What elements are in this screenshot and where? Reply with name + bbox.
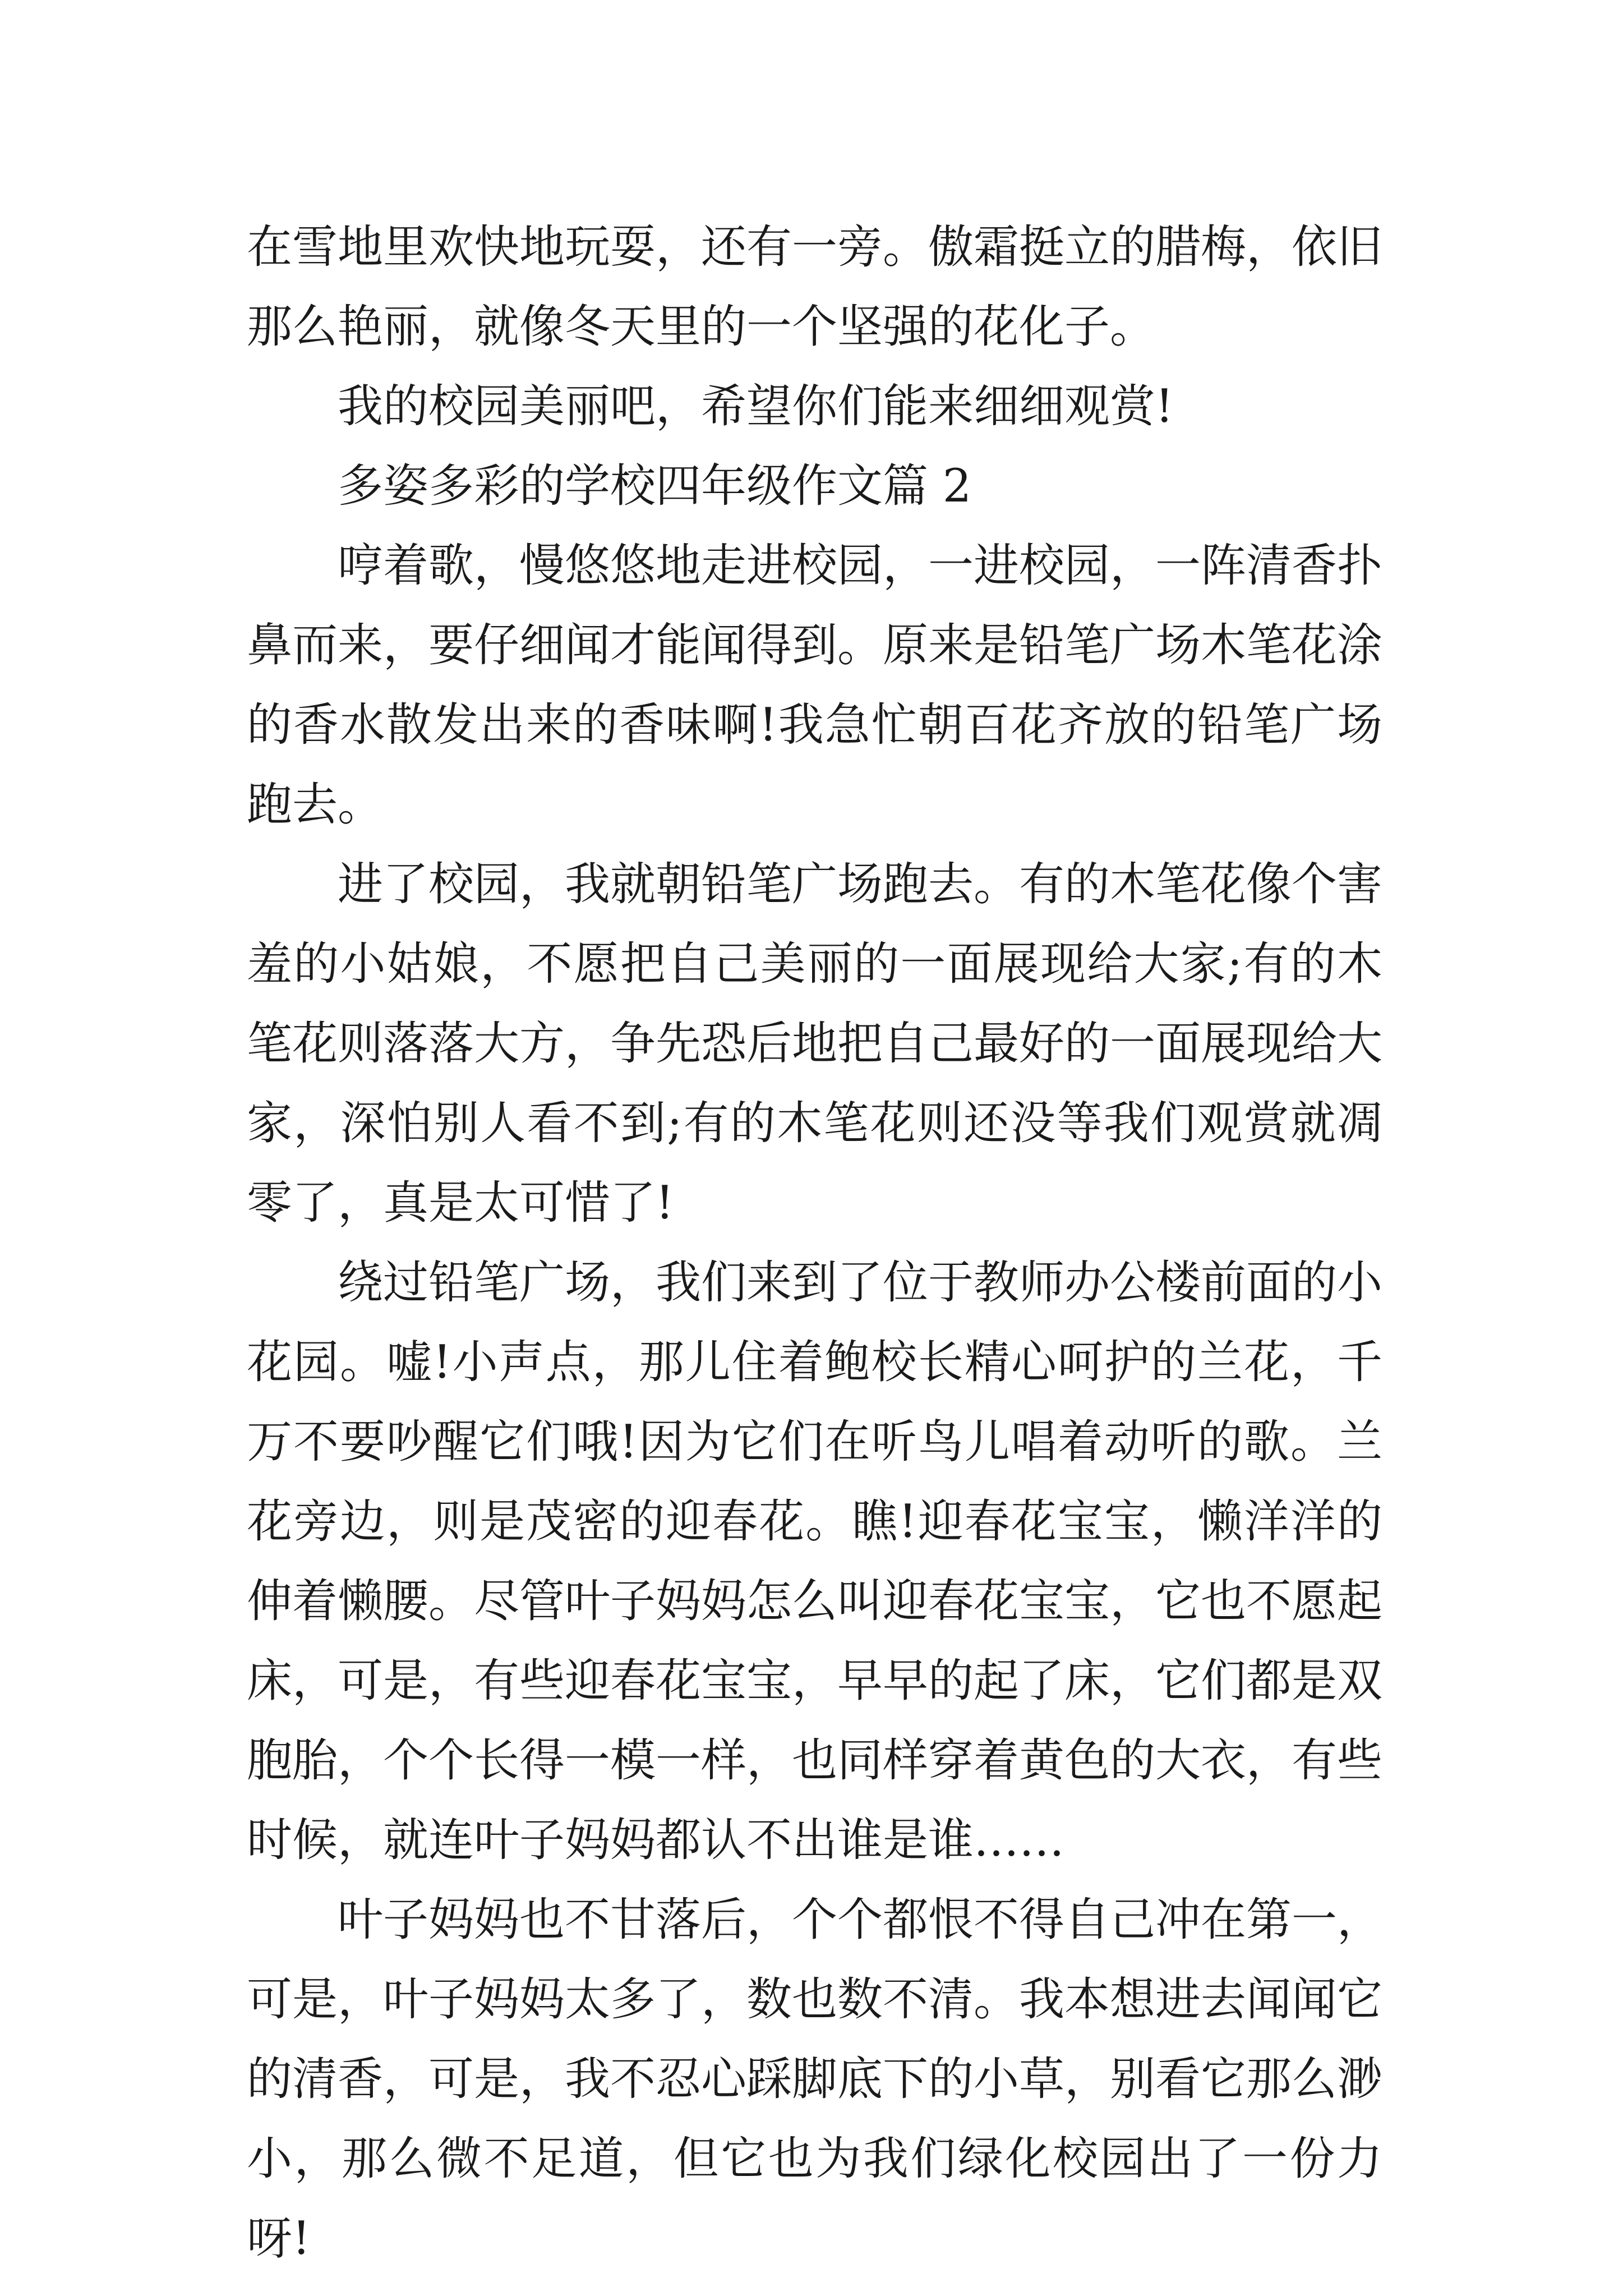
section-heading: 多姿多彩的学校四年级作文篇 2: [338, 460, 972, 513]
paragraph-3: 哼着歌，慢悠悠地走进校园，一进校园，一阵清香扑鼻而来，要仔细闻才能闻得到。原来是铅笔广场木笔花涂的香水散发出来的香味啊!我急忙朝百花齐放的铅笔广场跑去。: [247, 540, 1383, 831]
paragraph-5: 绕过铅笔广场，我们来到了位于教师办公楼前面的小花园。嘘!小声点，那儿住着鲍校长精心呵护的兰花，千万不要吵醒它们哦!因为它们在听鸟儿唱着动听的歌。兰花旁边，则是茂密的迎春花。瞧!迎春花宝宝，懒洋洋的伸着懒腰。尽管叶子妈妈怎么叫迎春花宝宝，它也不愿起床，可是，有些迎春花宝宝，早早的起了床，它们都是双胞胎，个个长得一模一样，也同样穿着黄色的大衣，有些时候，就连叶子妈妈都认不出谁是谁……: [247, 1257, 1383, 1867]
document-body: [247, 208, 1382, 2279]
paragraph-1: 在雪地里欢快地玩耍，还有一旁。傲霜挺立的腊梅，依旧那么艳丽，就像冬天里的一个坚强的花化子。: [247, 221, 1383, 353]
paragraph-6: 叶子妈妈也不甘落后，个个都恨不得自己冲在第一，可是，叶子妈妈太多了，数也数不清。我本想进去闻闻它的清香，可是，我不忍心踩脚底下的小草，别看它那么渺小，那么微不足道，但它也为我们绿化校园出了一份力呀!: [247, 1894, 1383, 2265]
paragraph-2: 我的校园美丽吧，希望你们能来细细观赏!: [338, 380, 1174, 433]
paragraph-4: 进了校园，我就朝铅笔广场跑去。有的木笔花像个害羞的小姑娘，不愿把自己美丽的一面展现给大家;有的木笔花则落落大方，争先恐后地把自己最好的一面展现给大家，深怕别人看不到;有的木笔花则还没等我们观赏就凋零了，真是太可惜了!: [247, 858, 1383, 1230]
